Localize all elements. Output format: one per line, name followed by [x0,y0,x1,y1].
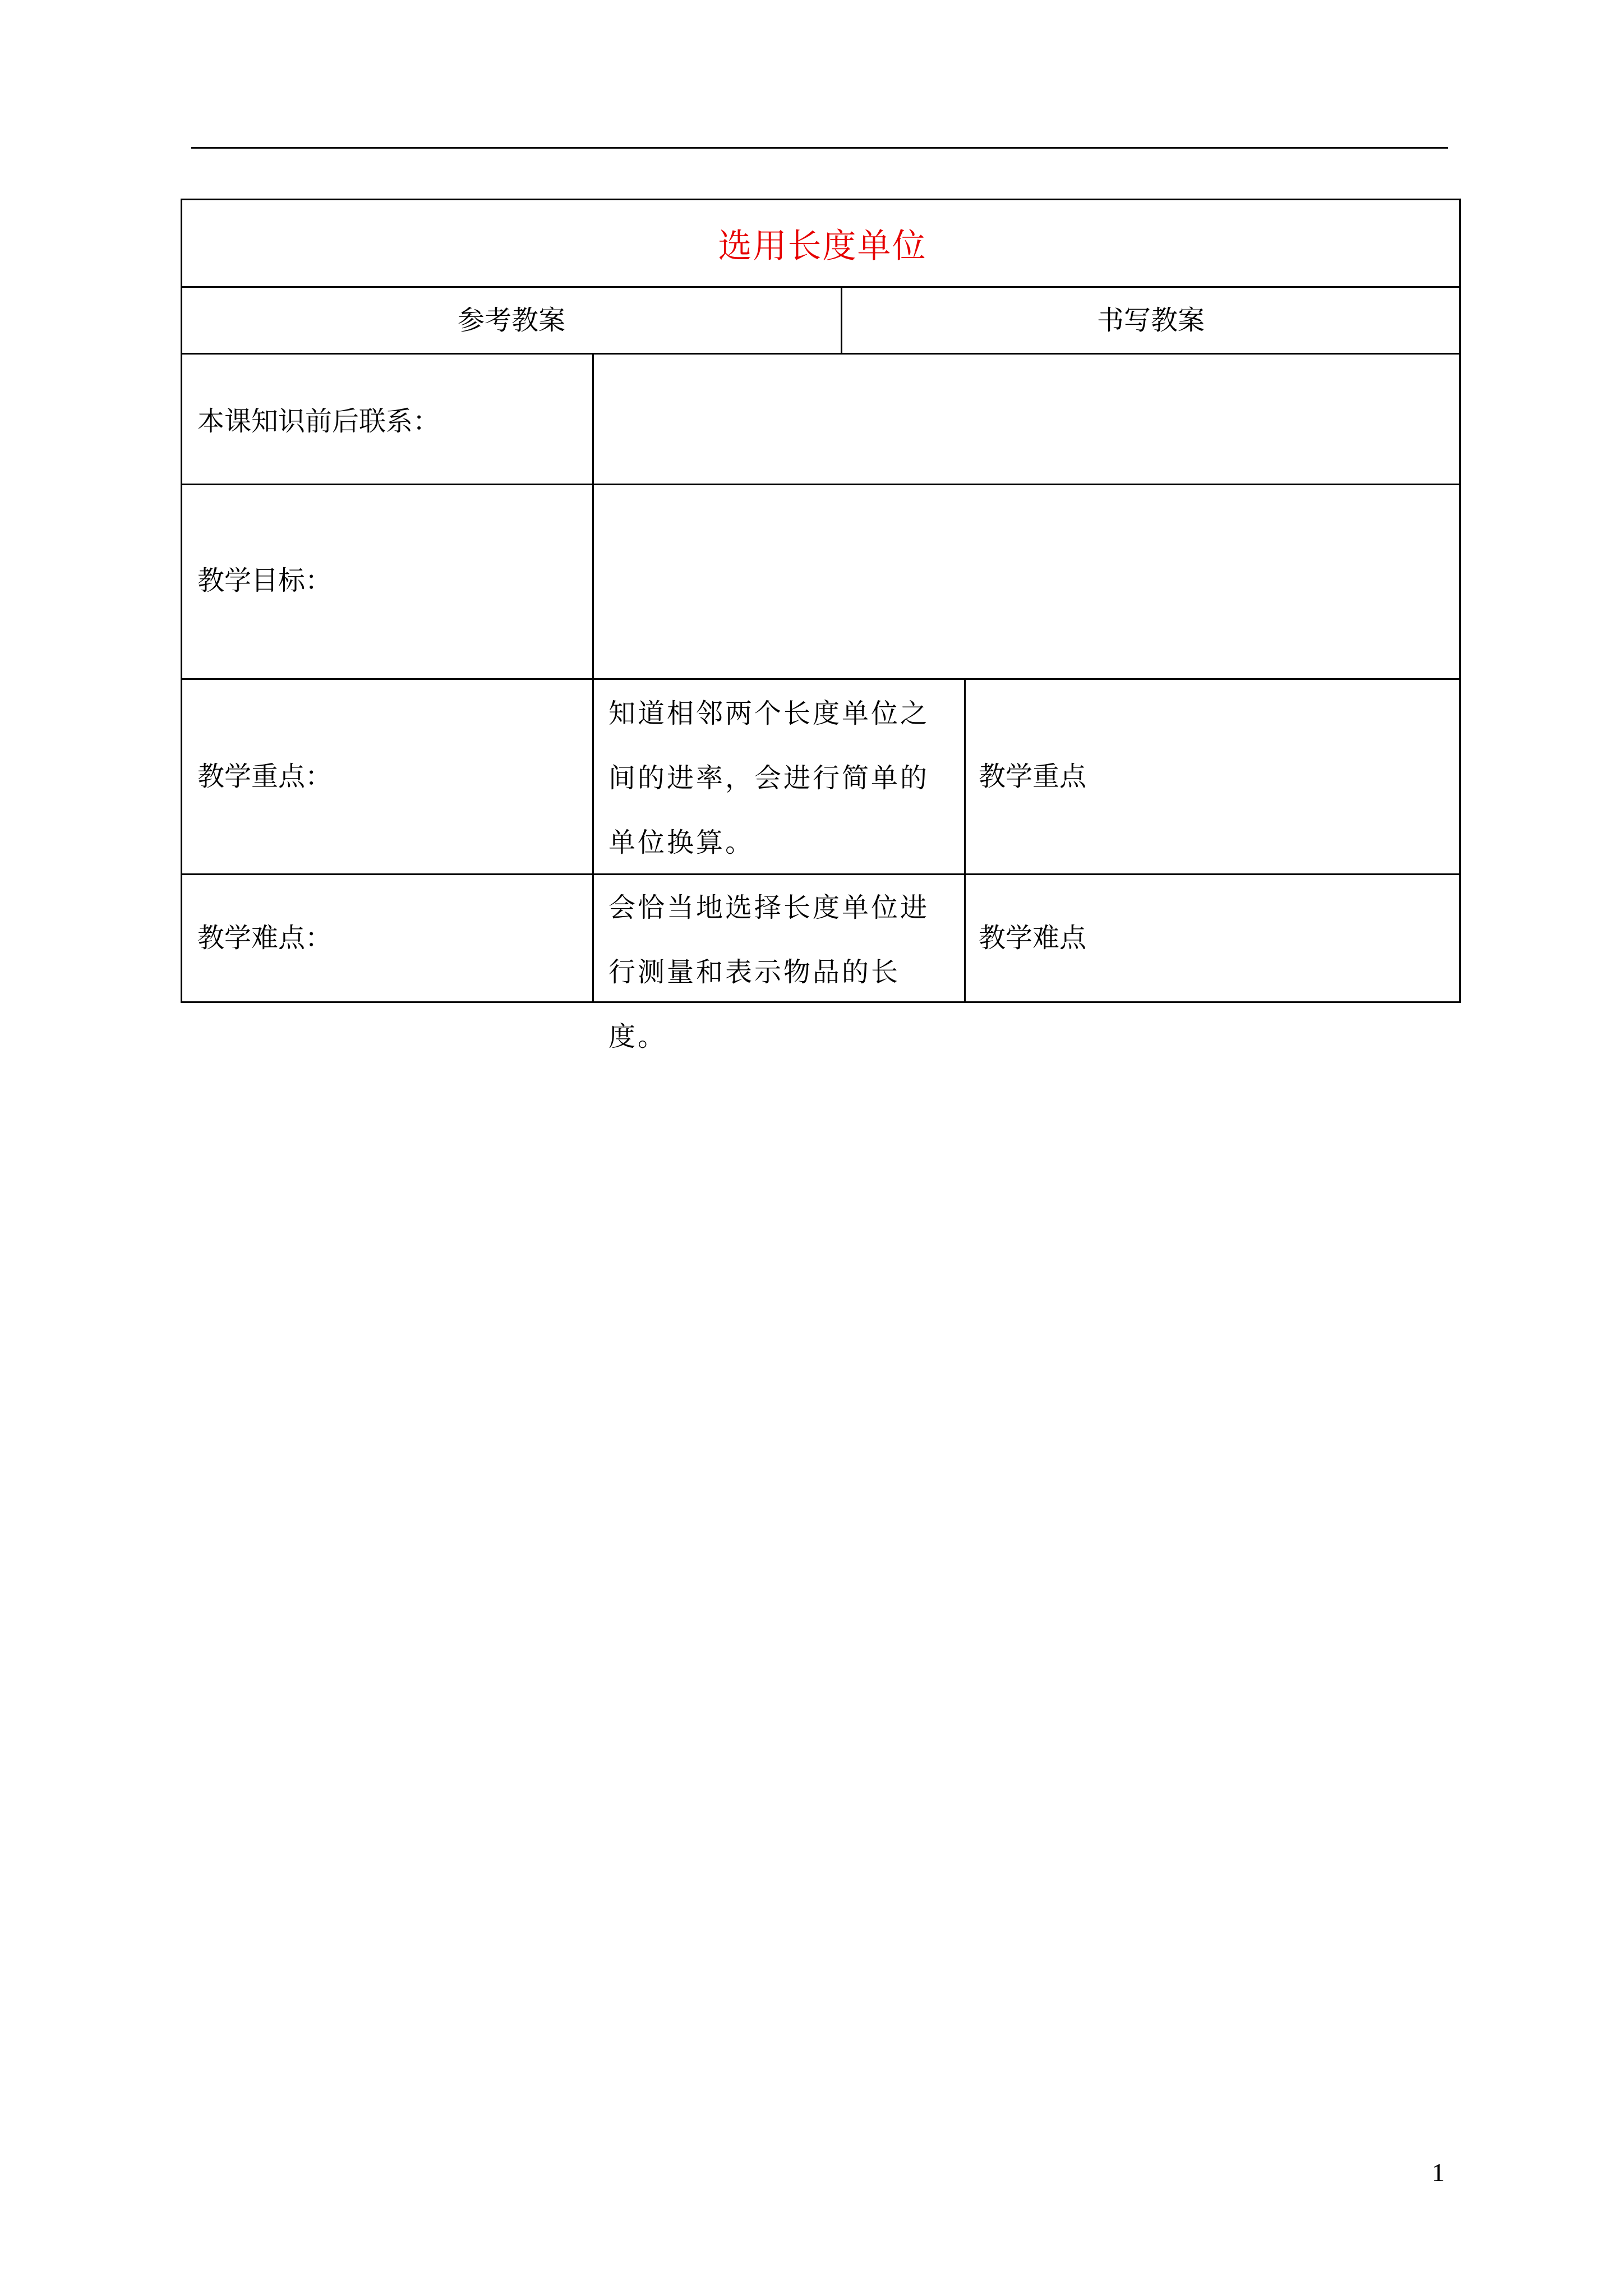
row-label-difficulty: 教学难点： [197,922,333,954]
table-divider [182,484,1459,485]
row-label-connection: 本课知识前后联系： [197,406,440,437]
table-divider [182,353,1459,355]
row-writing-key-point: 教学重点 [979,761,1087,792]
row-label-key-point: 教学重点： [197,761,333,792]
row-content-key-point: 知道相邻两个长度单位之间的进率，会进行简单的单位换算。 [608,698,930,858]
header-rule [191,147,1448,149]
table-divider [592,353,594,1001]
lesson-plan-table [181,199,1461,1052]
row-label-objective: 教学目标： [197,565,333,596]
table-divider [964,678,966,1001]
column-header-reference: 参考教案 [457,305,565,336]
column-header-writing: 书写教案 [1096,305,1205,336]
document-title: 选用长度单位 [718,227,927,266]
row-writing-difficulty: 教学难点 [979,922,1087,954]
page-number: 1 [1432,2158,1445,2187]
table-divider [182,678,1459,680]
row-content-difficulty: 会恰当地选择长度单位进行测量和表示物品的长度。 [608,892,930,1052]
